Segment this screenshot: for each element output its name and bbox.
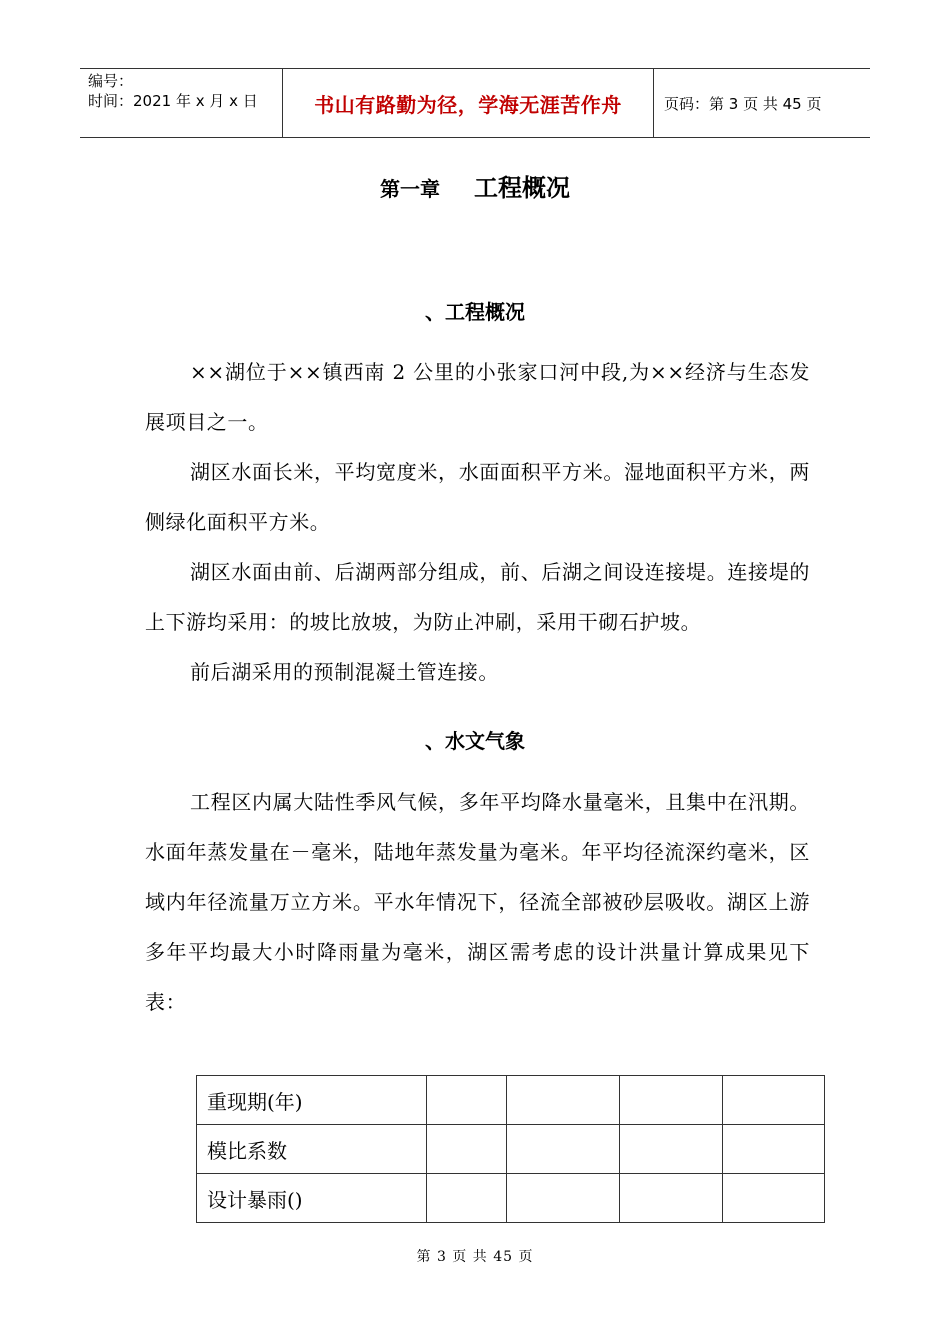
table-cell bbox=[507, 1174, 620, 1223]
chapter-heading bbox=[0, 168, 950, 203]
paragraph: 前后湖采用的预制混凝土管连接。 bbox=[190, 660, 499, 684]
document-date: 时间：2021 年 x 月 x 日 bbox=[88, 92, 258, 110]
paragraph: ××湖位于××镇西南 2 公里的小张家口河中段,为××经济与生态发展项目之一。 bbox=[145, 360, 810, 434]
header-motto-cell bbox=[282, 69, 654, 137]
table-cell bbox=[427, 1076, 507, 1125]
header-meta bbox=[80, 69, 282, 137]
table-cell bbox=[507, 1076, 620, 1125]
document-number: 编号： bbox=[88, 72, 134, 90]
chapter-title: 工程概况 bbox=[474, 174, 570, 202]
table-row bbox=[197, 1174, 825, 1223]
table-cell bbox=[620, 1125, 723, 1174]
paragraph: 湖区水面长米，平均宽度米，水面面积平方米。湿地面积平方米，两侧绿化面积平方米。 bbox=[145, 460, 810, 534]
table-row-label: 模比系数 bbox=[197, 1125, 427, 1174]
table-cell bbox=[723, 1174, 825, 1223]
table-cell bbox=[427, 1125, 507, 1174]
table-cell bbox=[620, 1174, 723, 1223]
header-page-info: 页码：第 3 页 共 45 页 bbox=[664, 94, 822, 113]
table-row bbox=[197, 1076, 825, 1125]
table-cell bbox=[427, 1174, 507, 1223]
page-footer: 第 3 页 共 45 页 bbox=[416, 1249, 534, 1265]
paragraph: 工程区内属大陆性季风气候，多年平均降水量毫米，且集中在汛期。水面年蒸发量在－毫米，陆地年蒸发量为毫米。年平均径流深约毫米，区域内年径流量万立方米。平水年情况下，径流全部被砂层吸收。湖区上游多年平均最大小时降雨量为毫米，湖区需考虑的设计洪量计算成果见下表： bbox=[145, 790, 810, 1014]
table-cell bbox=[723, 1125, 825, 1174]
table-cell bbox=[723, 1076, 825, 1125]
table-row bbox=[197, 1125, 825, 1174]
chapter-number: 第一章 bbox=[380, 177, 440, 201]
header-motto: 书山有路勤为径，学海无涯苦作舟 bbox=[314, 92, 622, 117]
section-heading-hydrology: 、水文气象 bbox=[425, 729, 525, 753]
table-cell bbox=[507, 1125, 620, 1174]
table-cell bbox=[620, 1076, 723, 1125]
section-heading-overview: 、工程概况 bbox=[425, 300, 525, 324]
table-row-label: 设计暴雨() bbox=[197, 1174, 427, 1223]
design-flood-table bbox=[196, 1075, 825, 1223]
page-header bbox=[80, 68, 870, 138]
paragraph: 湖区水面由前、后湖两部分组成，前、后湖之间设连接堤。连接堤的上下游均采用：的坡比放坡，为防止冲刷，采用干砌石护坡。 bbox=[145, 560, 810, 634]
table-row-label: 重现期(年) bbox=[197, 1076, 427, 1125]
